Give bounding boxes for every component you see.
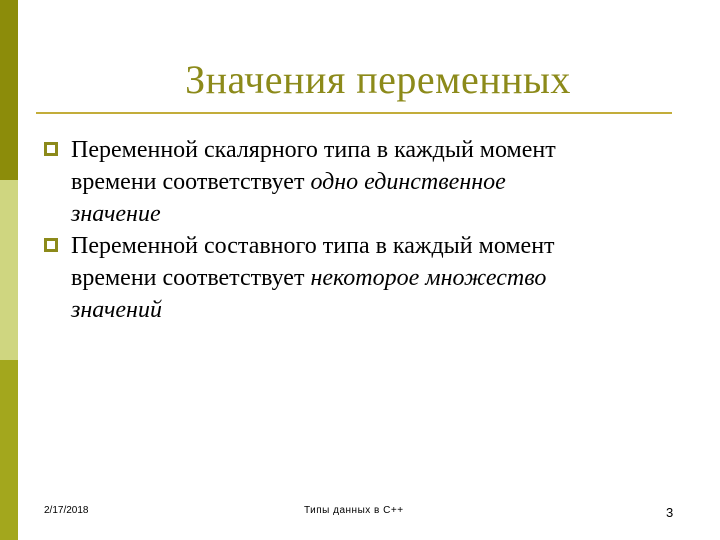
bullet-line <box>71 262 684 294</box>
bullet-emphasis: некоторое множество <box>310 265 547 291</box>
bullet-text: времени соответствует <box>71 265 311 291</box>
footer-title: Типы данных в C++ <box>304 505 404 516</box>
bullet-line: Переменной скалярного типа в каждый момент <box>71 137 556 163</box>
bullet-item <box>44 134 684 230</box>
bullet-line: Переменной составного типа в каждый момент <box>71 233 555 259</box>
bullet-text: времени соответствует <box>71 169 311 195</box>
title-divider <box>36 112 672 114</box>
bullet-emphasis: значений <box>71 297 162 323</box>
bullet-list <box>44 134 684 326</box>
bullet-line <box>71 166 684 198</box>
page-number: 3 <box>666 505 674 520</box>
bullet-emphasis: одно единственное <box>310 169 506 195</box>
bullet-emphasis: значение <box>71 201 161 227</box>
side-bar-bottom <box>0 360 18 540</box>
hollow-square-bullet-icon <box>44 238 58 252</box>
hollow-square-bullet-icon <box>44 142 58 156</box>
bullet-item <box>44 230 684 326</box>
side-bar-top <box>0 0 18 180</box>
slide-title: Значения переменных <box>185 57 571 102</box>
side-bar-middle <box>0 180 18 360</box>
footer-date: 2/17/2018 <box>44 505 89 516</box>
